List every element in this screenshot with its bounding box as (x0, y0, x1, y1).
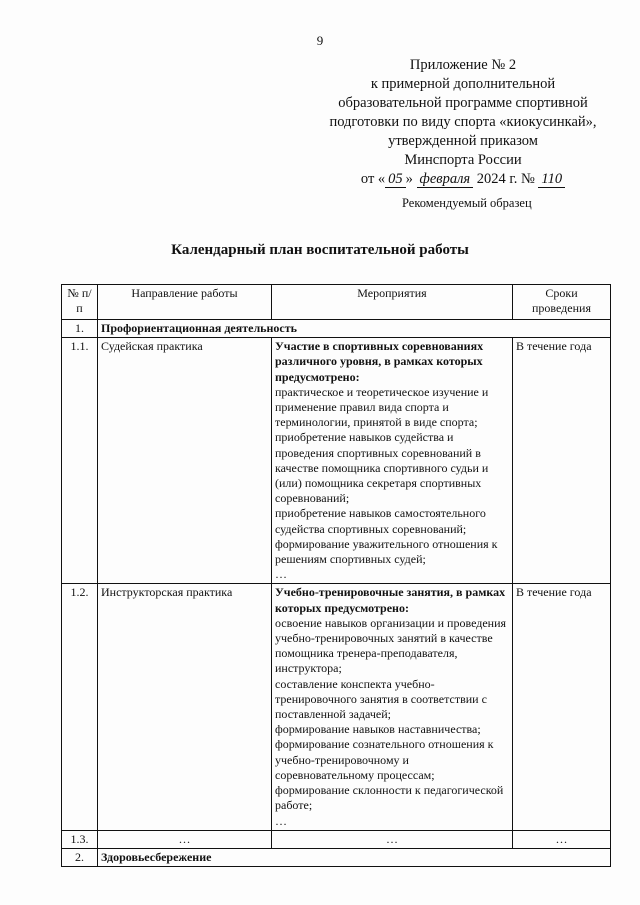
table-row (62, 584, 611, 830)
appendix-line: утвержденной приказом (388, 133, 538, 149)
document-title: Календарный план воспитательной работы (171, 242, 469, 258)
table-header-row (62, 285, 611, 320)
header-terms: Сроки проведения (513, 285, 611, 320)
row-events: … (272, 830, 513, 848)
row-direction: … (98, 830, 272, 848)
row-num: 1.1. (62, 338, 98, 584)
section-title: Профориентационная деятельность (98, 320, 611, 338)
section-row (62, 320, 611, 338)
events-item: … (275, 813, 287, 828)
order-prefix: от « (360, 171, 386, 187)
table-row (62, 338, 611, 584)
appendix-block (318, 56, 608, 189)
header-events: Мероприятия (272, 285, 513, 320)
section-row (62, 848, 611, 866)
order-number: 110 (538, 171, 565, 188)
row-num: 1.3. (62, 830, 98, 848)
row-terms: В течение года (513, 338, 611, 584)
appendix-line: Минспорта России (404, 152, 522, 168)
row-events (272, 338, 513, 584)
events-item: приобретение навыков самостоятельного судейства спортивных соревнований; (275, 506, 486, 536)
events-lead: Участие в спортивных соревнованиях различного уровня, в рамках которых предусмотрено: (275, 339, 484, 384)
page-number: 9 (316, 33, 324, 48)
events-item: формирование уважительного отношения к решениям спортивных судей; (275, 536, 498, 567)
order-month: февраля (417, 171, 474, 188)
events-item: … (275, 567, 287, 582)
header-num: № п/п (62, 285, 98, 320)
section-num: 2. (62, 848, 98, 866)
appendix-line: к примерной дополнительной (370, 76, 556, 92)
row-direction: Судейская практика (98, 338, 272, 584)
row-direction: Инструкторская практика (98, 584, 272, 830)
appendix-line: Приложение № 2 (409, 57, 517, 73)
plan-table (61, 284, 611, 867)
header-direction: Направление работы (98, 285, 272, 320)
events-lead: Учебно-тренировочные занятия, в рамках которых предусмотрено: (275, 585, 506, 615)
section-title: Здоровьесбережение (98, 848, 611, 866)
sample-label: Рекомендуемый образец (402, 196, 532, 210)
events-item: формирование навыков наставничества; (275, 722, 481, 737)
events-item: практическое и теоретическое изучение и применение правил вида спорта и терминологии, принятой в виде спорта; (275, 384, 489, 430)
order-line (318, 170, 608, 189)
order-year: 2024 г. № (476, 171, 535, 187)
order-mid: » (405, 171, 413, 187)
appendix-line: подготовки по виду спорта «киокусинкай», (329, 114, 597, 130)
events-item: приобретение навыков судейства и проведения спортивных соревнований в качестве помощника спортивного судьи и (или) помощника секретаря спортивных соревнований; (275, 430, 489, 506)
row-num: 1.2. (62, 584, 98, 830)
events-item: составление конспекта учебно-тренировочного занятия в соответствии с поставленной задачей; (275, 676, 487, 722)
section-num: 1. (62, 320, 98, 338)
row-terms: В течение года (513, 584, 611, 830)
appendix-line: образовательной программе спортивной (338, 95, 588, 111)
events-item: формирование сознательного отношения к учебно-тренировочному и соревновательному процессам; (275, 737, 494, 782)
events-item: формирование склонности к педагогической работе; (275, 783, 504, 813)
row-events (272, 584, 513, 830)
events-item: освоение навыков организации и проведения учебно-тренировочных занятий в качестве помощника тренера-преподавателя, инструктора; (275, 615, 507, 676)
table-row (62, 830, 611, 848)
order-day: 05 (385, 171, 406, 188)
row-terms: … (513, 830, 611, 848)
